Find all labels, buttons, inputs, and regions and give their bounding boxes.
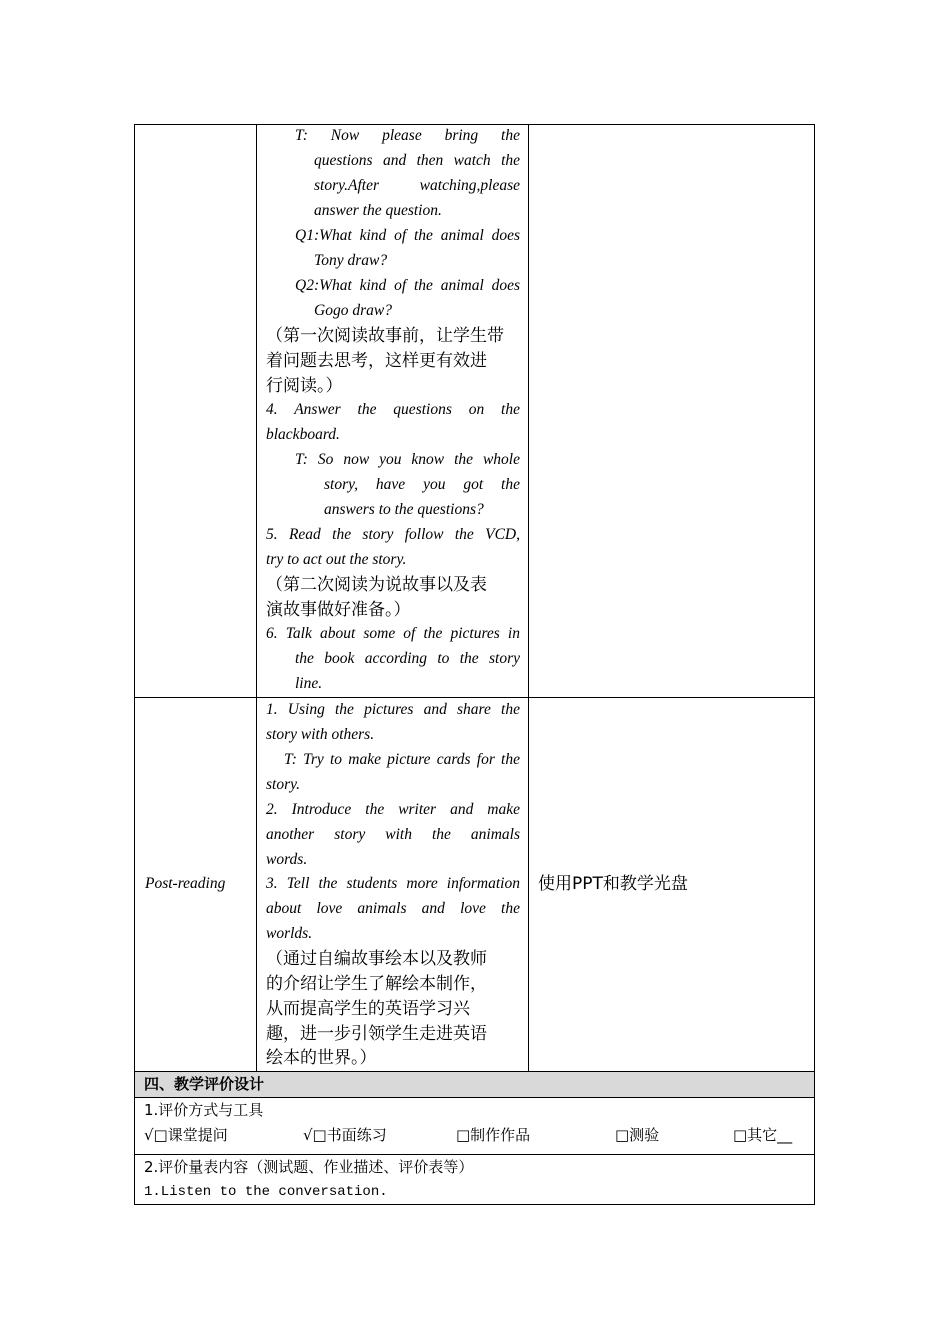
design-note: （第二次阅读为说故事以及表: [266, 575, 487, 595]
procedure-line: questions and then watch the: [314, 152, 520, 169]
design-note: （第一次阅读故事前，让学生带: [266, 326, 504, 346]
post-reading-step-3: 3. Tell the students more information: [266, 875, 520, 892]
step-5: 5. Read the story follow the VCD,: [266, 526, 520, 543]
step-6: 6. Talk about some of the pictures in: [266, 625, 520, 642]
post-reading-line: T: Try to make picture cards for the: [284, 751, 520, 768]
post-reading-line: about love animals and love the: [266, 900, 520, 917]
option-make-work: □制作作品: [456, 1126, 531, 1144]
option-other: □其它__: [733, 1126, 793, 1144]
procedure-line: line.: [295, 675, 323, 692]
evaluation-methods-title: 1.评价方式与工具: [144, 1101, 264, 1119]
procedure-line: answer the question.: [314, 202, 442, 219]
teaching-resources: 使用PPT和教学光盘: [538, 874, 688, 894]
procedure-line: story, have you got the: [324, 476, 520, 493]
scale-item: 1.Listen to the conversation.: [144, 1184, 388, 1200]
design-note: 从而提高学生的英语学习兴: [266, 999, 470, 1019]
post-reading-line: words.: [266, 851, 308, 868]
procedure-line: answers to the questions?: [324, 501, 484, 518]
design-note: 的介绍让学生了解绘本制作，: [266, 974, 487, 994]
post-reading-step-1: 1. Using the pictures and share the: [266, 701, 520, 718]
option-classroom-questions: √□课堂提问: [144, 1126, 228, 1144]
column-divider-2: [528, 124, 529, 1072]
design-note: 趣，进一步引领学生走进英语: [266, 1024, 487, 1044]
post-reading-line: story.: [266, 776, 301, 793]
procedure-line: Tony draw?: [314, 252, 388, 269]
design-note: 绘本的世界。）: [266, 1048, 377, 1068]
procedure-line: T: Now please bring the: [295, 127, 520, 144]
design-note: 演故事做好准备。）: [266, 600, 411, 620]
procedure-line: story.After watching,please: [314, 177, 520, 194]
question-1: Q1:What kind of the animal does: [295, 227, 520, 244]
design-note: 着问题去思考，这样更有效进: [266, 351, 487, 371]
procedure-line: blackboard.: [266, 426, 340, 443]
procedure-line: try to act out the story.: [266, 551, 407, 568]
design-note: 行阅读。）: [266, 376, 343, 396]
option-written-exercise: √□书面练习: [303, 1126, 387, 1144]
column-divider-1: [256, 124, 257, 1072]
design-note: （通过自编故事绘本以及教师: [266, 949, 487, 969]
procedure-line: the book according to the story: [295, 650, 520, 667]
post-reading-line: worlds.: [266, 925, 313, 942]
post-reading-step-2: 2. Introduce the writer and make: [266, 801, 520, 818]
question-2: Q2:What kind of the animal does: [295, 277, 520, 294]
procedure-line: Gogo draw?: [314, 302, 392, 319]
stage-label: Post-reading: [145, 875, 226, 892]
post-reading-line: another story with the animals: [266, 826, 520, 843]
procedure-line: T: So now you know the whole: [295, 451, 520, 468]
step-4: 4. Answer the questions on the: [266, 401, 520, 418]
evaluation-scale-title: 2.评价量表内容（测试题、作业描述、评价表等）: [144, 1158, 474, 1176]
post-reading-line: story with others.: [266, 726, 375, 743]
section-title: 四、教学评价设计: [144, 1075, 265, 1093]
option-quiz: □测验: [615, 1126, 660, 1144]
